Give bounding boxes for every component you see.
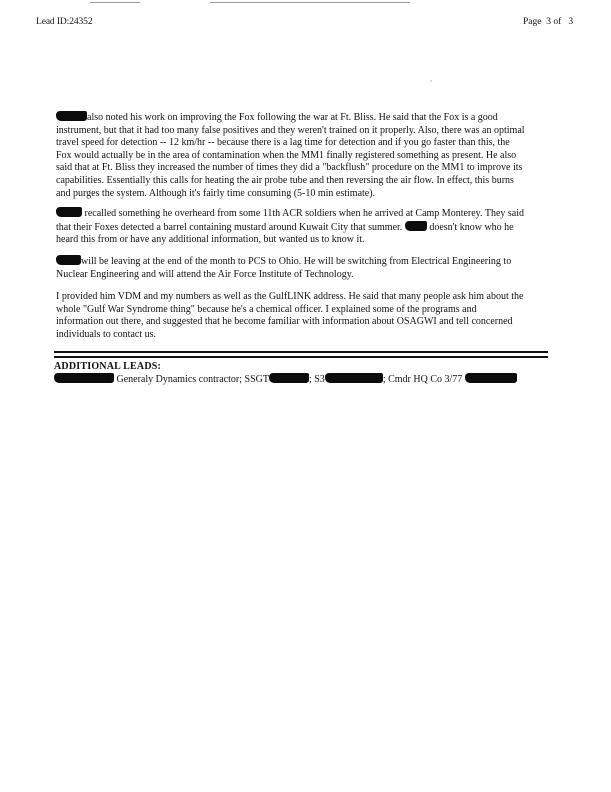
redaction-block <box>405 221 427 231</box>
page-word: Page <box>523 17 542 27</box>
lead-item-s3: ; S3 <box>308 374 325 385</box>
paragraph-pcs-ohio <box>56 255 526 281</box>
paragraph-text: doesn't know who he heard this from or have any additional information, but wanted us to know it. <box>56 221 514 246</box>
paragraph-mustard-report <box>56 207 526 247</box>
redaction-block <box>465 373 517 383</box>
section-divider <box>54 356 548 358</box>
paragraph-gulflink <box>56 291 526 341</box>
page-total: 3 <box>568 17 574 27</box>
lead-id: Lead ID:24352 <box>36 17 93 27</box>
paragraph-text: also noted his work on improving the Fox following the war at Ft. Bliss. He said that the Fox is a good instrument, but that it had too many false positives and they weren't trained on it properly. Also, there was an optimal travel speed for detection -- 12 km/hr -- because there is a lag time for detection and if you go faster than this, the Fox would actually be in the area of contamination when the MM1 finally registered something as present. He also said that at Ft. Bliss they increased the number of times they did a "backflush" procedure on the MM1 to improve its capabilities. Essentially this calls for heating the air probe tube and then reversing the air flow. In effect, this burns and purges the system. Although it's fairly time consuming (5-10 min estimate). <box>56 112 525 199</box>
redaction-block <box>56 255 81 265</box>
lead-item-cmdr: ; Cmdr HQ Co 3/77 <box>382 374 463 385</box>
additional-leads-list <box>54 373 544 385</box>
redaction-block <box>56 111 87 121</box>
redaction-block <box>325 373 383 383</box>
page-indicator <box>523 17 573 27</box>
paragraph-text: recalled something he overheard from some 11th ACR soldiers when he arrived at Camp Monterey. They said that their Foxes detected a barrel containing mustard around Kuwait City that summer. <box>56 208 525 233</box>
paragraph-fox-improvements <box>56 111 526 200</box>
lead-item-contractor: Generaly Dynamics contractor; SSGT <box>116 374 269 385</box>
scan-edge-mark <box>210 2 410 3</box>
scan-speck <box>430 80 432 82</box>
page-number: 3 <box>546 17 551 27</box>
additional-leads-heading: ADDITIONAL LEADS: <box>54 361 162 372</box>
section-divider <box>54 351 548 353</box>
of-word: of <box>553 17 562 27</box>
paragraph-text: I provided him VDM and my numbers as well as the GulfLINK address. He said that many people ask him about the whole "Gulf War Syndrome thing" because he's a chemical officer. I explained some of the programs and information out there, and suggested that he become familiar with information about OSAGWI and tell concerned individuals to contact us. <box>56 291 524 340</box>
scan-edge-mark <box>90 2 140 3</box>
redaction-block <box>56 207 82 217</box>
redaction-block <box>269 373 309 383</box>
paragraph-text: will be leaving at the end of the month to PCS to Ohio. He will be switching from Electrical Engineering to Nuclear Engineering and will attend the Air Force Institute of Technology. <box>56 256 512 280</box>
redaction-block <box>54 373 114 383</box>
